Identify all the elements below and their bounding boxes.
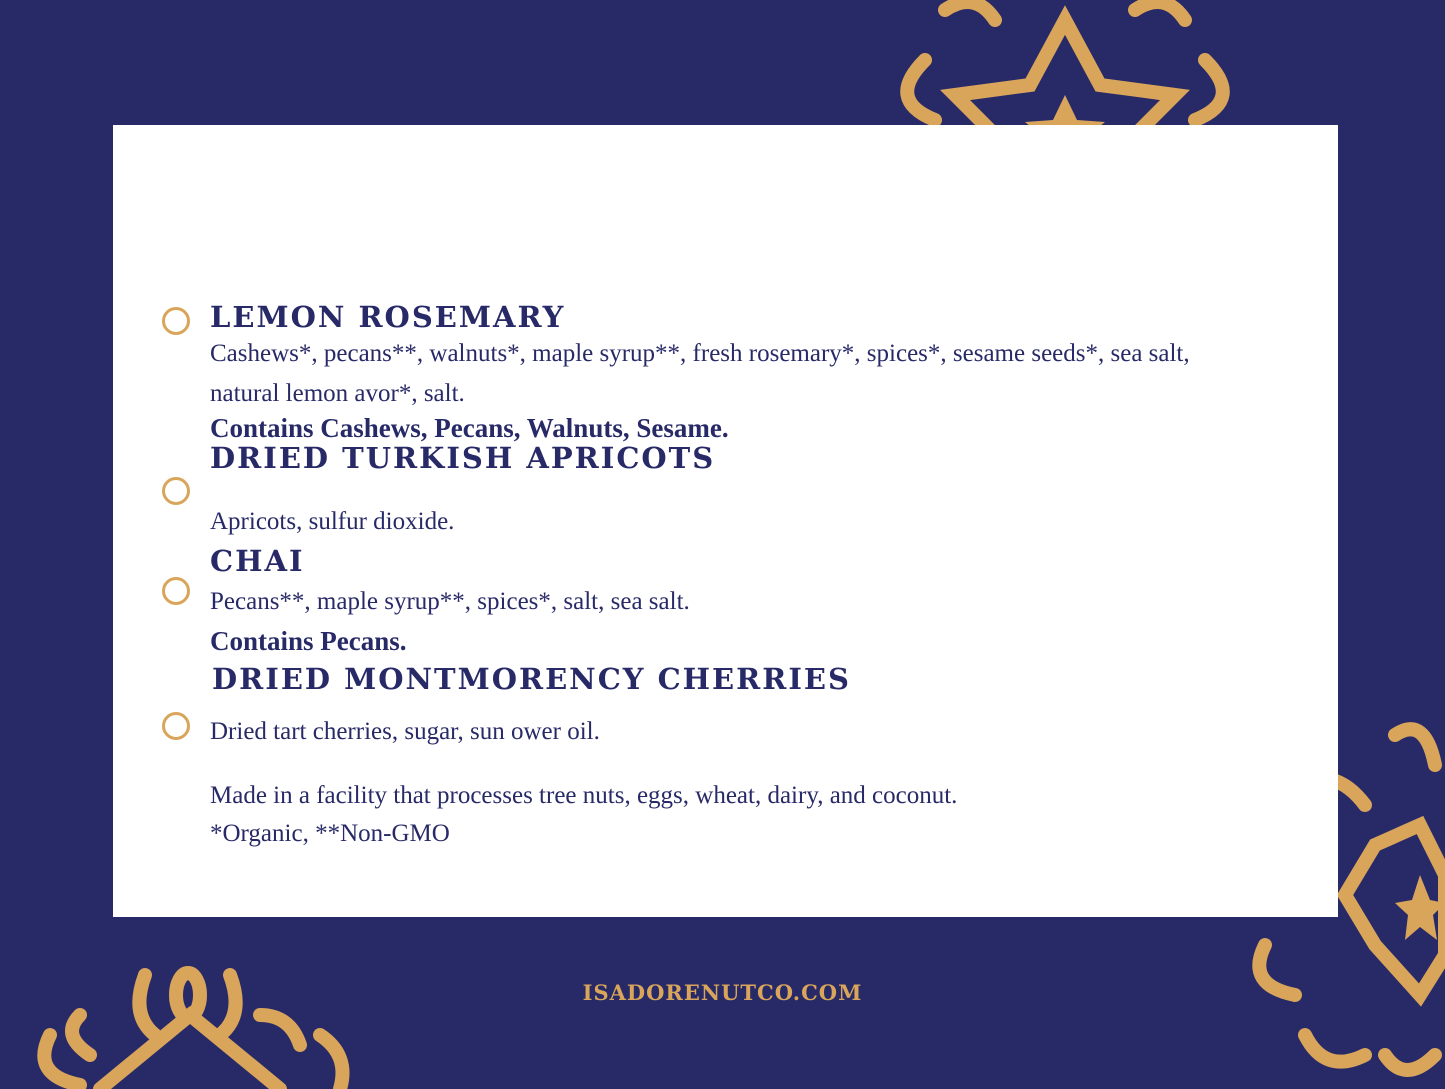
facility-note: Made in a facility that processes tree nuts, eggs, wheat, dairy, and coconut. xyxy=(210,782,958,809)
legend-note: *Organic, **Non-GMO xyxy=(210,820,450,847)
item-ingredients: Apricots, sulfur dioxide. xyxy=(210,508,455,535)
mandala-ornament-icon xyxy=(20,955,365,1089)
checkbox-circle-icon[interactable] xyxy=(162,577,190,605)
item-title: LEMON ROSEMARY xyxy=(210,300,566,334)
checkbox-circle-icon[interactable] xyxy=(162,307,190,335)
item-ingredients: natural lemon avor*, salt. xyxy=(210,380,465,407)
item-allergens: Contains Cashews, Pecans, Walnuts, Sesame. xyxy=(210,413,729,443)
item-ingredients: Dried tart cherries, sugar, sun ower oil. xyxy=(210,718,600,745)
item-title: CHAI xyxy=(210,544,305,578)
checkbox-circle-icon[interactable] xyxy=(162,712,190,740)
item-allergens: Contains Pecans. xyxy=(210,626,407,656)
checkbox-circle-icon[interactable] xyxy=(162,477,190,505)
website-link[interactable]: ISADORENUTCO.COM xyxy=(582,980,863,1005)
item-title: DRIED MONTMORENCY CHERRIES xyxy=(212,662,851,696)
item-title: DRIED TURKISH APRICOTS xyxy=(210,441,716,475)
item-ingredients: Pecans**, maple syrup**, spices*, salt, sea salt. xyxy=(210,588,690,615)
item-ingredients: Cashews*, pecans**, walnuts*, maple syrup**, fresh rosemary*, spices*, sesame seeds*, sea salt, xyxy=(210,340,1190,367)
